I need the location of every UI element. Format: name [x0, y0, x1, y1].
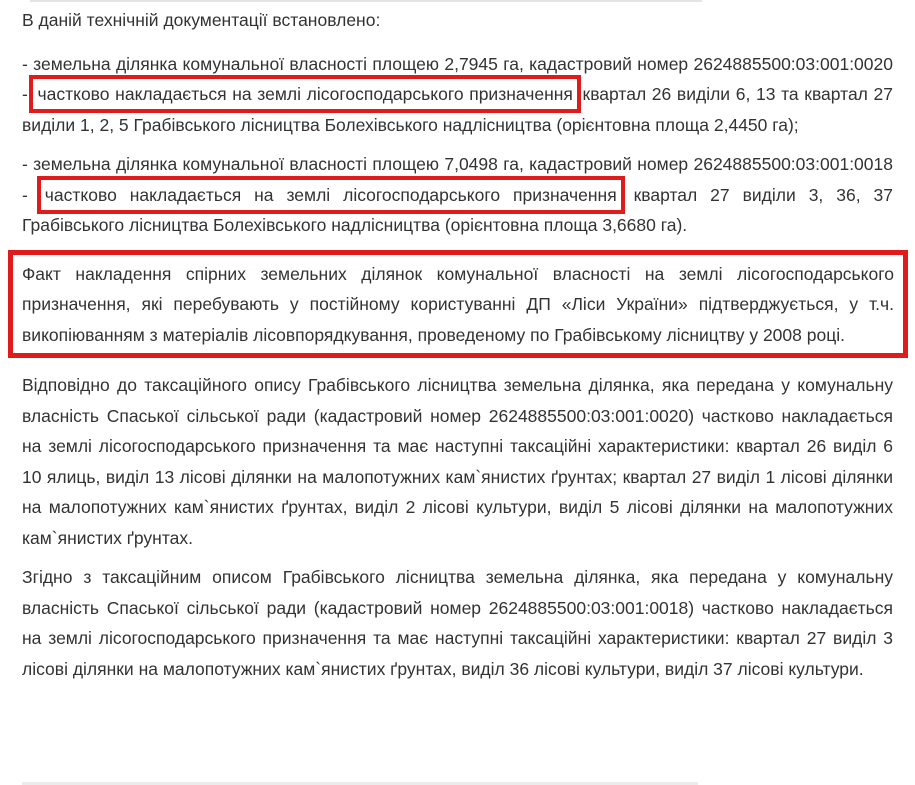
paragraph-parcel-0018 [22, 149, 893, 241]
highlight-box-fact-paragraph: Факт накладення спірних земельних ділянок комунальної власності на землі лісогосподарського призначення, які перебувають у постійному користуванні ДП «Ліси України» підтверджується, у т.ч. викопіюванням з матеріалів лісовпорядкування, проведеному по Грабівському лісництву у 2008 році. [8, 250, 908, 359]
highlight-box-parcel-0018: частково накладається на землі лісогосподарського призначення [41, 180, 621, 210]
parcel-0018-text-before: - земельна ділянка комунальної власності площею 7,0498 га, кадастровий номер 2624885500:03:001:0018 - [22, 154, 893, 205]
parcel-0020-text-after: квартал 26 виділи 6, 13 та квартал 27 виділи 1, 2, 5 Грабівського лісництва Болехівського надлісництва (орієнтовна площа 2,4450 га); [22, 84, 893, 135]
intro-line: В даній технічній документації встановлено: [22, 10, 381, 30]
paragraph-taxation-0018: Згідно з таксаційним описом Грабівського лісництва земельна ділянка, яка передана у комунальну власність Спаської сільської ради (кадастровий номер 2624885500:03:001:0018) частково накладається на землі лісогосподарського призначення та має наступні таксаційні характеристики: квартал 27 виділ 3 лісові ділянки на малопотужних кам`янистих ґрунтах, виділ 36 лісові культури, виділ 37 лісові культури. [22, 567, 893, 679]
highlight-box-parcel-0020: частково накладається на землі лісогосподарського призначення [33, 79, 576, 109]
paragraph-parcel-0020 [22, 49, 893, 141]
clipped-previous-line [30, 0, 702, 2]
paragraph-taxation-0020: Відповідно до таксаційного опису Грабівського лісництва земельна ділянка, яка передана у комунальну власність Спаської сільської ради (кадастровий номер 2624885500:03:001:0020) частково накладається на землі лісогосподарського призначення та має наступні таксаційні характеристики: квартал 26 виділ 6 10 ялиць, виділ 13 лісові ділянки на малопотужних кам`янистих ґрунтах; квартал 27 виділ 1 лісові ділянки на малопотужних кам`янистих ґрунтах, виділ 2 лісові культури, виділ 5 лісові ділянки на малопотужних кам`янистих ґрунтах. [22, 375, 893, 548]
parcel-0020-text-before: - земельна ділянка комунальної власності площею 2,7945 га, кадастровий номер 2624885500:03:001:0020 - [22, 53, 893, 104]
parcel-0018-text-after: квартал 27 виділи 3, 36, 37 Грабівського лісництва Болехівського надлісництва (орієнтовна площа 3,6680 га). [22, 184, 893, 235]
